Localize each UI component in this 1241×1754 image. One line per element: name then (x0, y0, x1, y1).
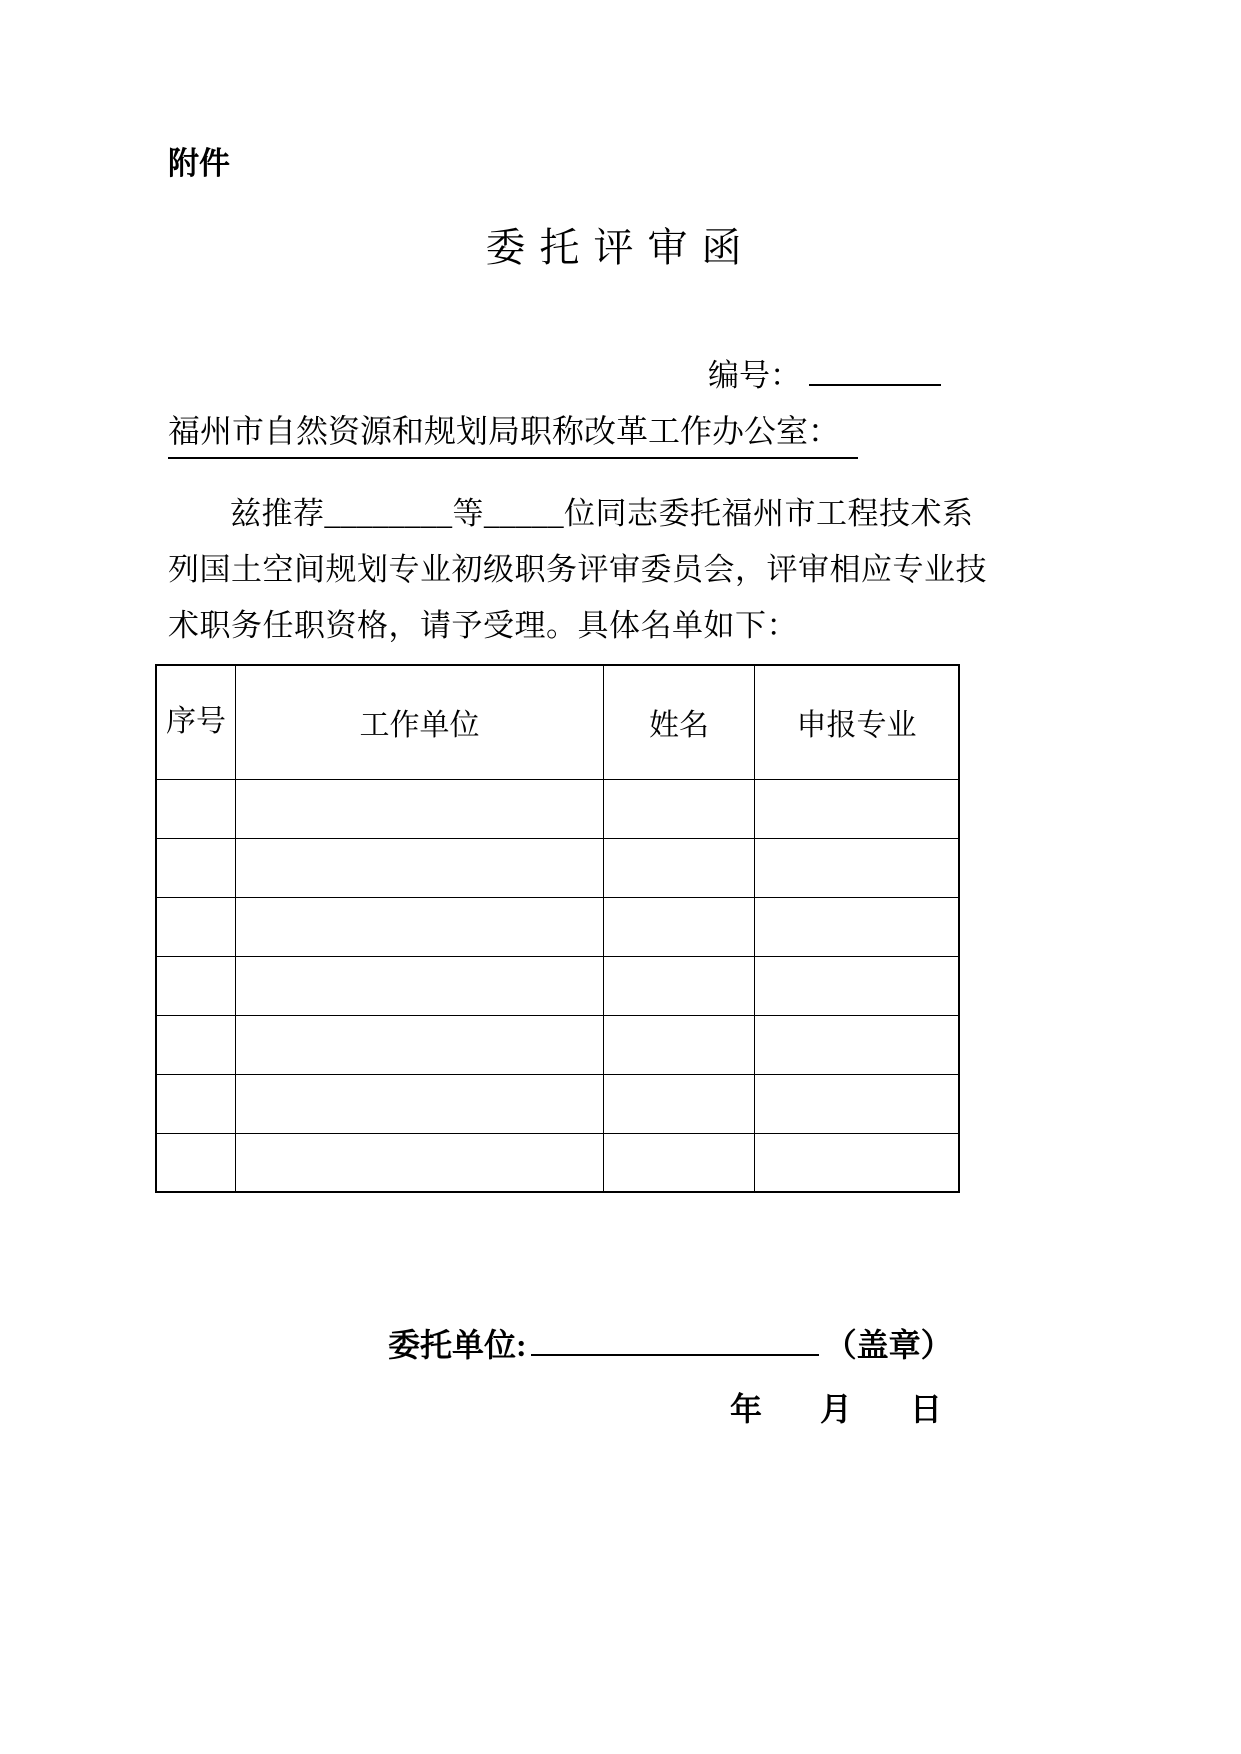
table-cell (156, 897, 236, 956)
header-name: 姓名 (604, 665, 755, 779)
table-cell (755, 1133, 960, 1192)
attachment-label: 附件 (168, 146, 230, 181)
entrust-line (388, 1320, 953, 1366)
recipient-line (168, 406, 858, 459)
date-line (730, 1384, 942, 1430)
table-cell (604, 779, 755, 838)
table-cell (755, 1015, 960, 1074)
table-cell (156, 956, 236, 1015)
entrust-unit-blank-field (531, 1322, 819, 1356)
table-row (156, 1015, 959, 1074)
table-cell (755, 897, 960, 956)
number-line (708, 350, 941, 395)
recipient-text: 福州市自然资源和规划局职称改革工作办公室： (168, 406, 858, 459)
table-cell (156, 779, 236, 838)
table-row (156, 838, 959, 897)
month-label: 月 (820, 1391, 853, 1427)
table-cell (604, 838, 755, 897)
body-line-2: 列国土空间规划专业初级职务评审委员会，评审相应专业技 (168, 552, 987, 587)
table-cell (156, 1133, 236, 1192)
table-cell (755, 779, 960, 838)
table-cell (236, 779, 604, 838)
number-blank-field (809, 353, 941, 386)
table-cell (236, 956, 604, 1015)
table-cell (236, 838, 604, 897)
table-header-row (156, 665, 959, 779)
body-paragraph (168, 486, 987, 654)
body-line-1: 兹推荐________等_____位同志委托福州市工程技术系 (230, 496, 974, 531)
header-declared-major: 申报专业 (755, 665, 960, 779)
table-row (156, 956, 959, 1015)
table-cell (755, 1074, 960, 1133)
roster-table (155, 664, 960, 1193)
roster-table-body (156, 779, 959, 1192)
body-line-3: 术职务任职资格，请予受理。具体名单如下： (168, 608, 798, 643)
entrust-unit-label: 委托单位: (388, 1327, 527, 1363)
table-cell (236, 1074, 604, 1133)
table-cell (236, 897, 604, 956)
header-work-unit: 工作单位 (236, 665, 604, 779)
table-cell (156, 1074, 236, 1133)
year-label: 年 (730, 1391, 763, 1427)
table-row (156, 1133, 959, 1192)
header-seq-number: 序号 (156, 665, 236, 779)
document-title: 委托评审函 (485, 225, 756, 270)
table-row (156, 779, 959, 838)
table-cell (156, 1015, 236, 1074)
table-cell (604, 1015, 755, 1074)
table-cell (604, 1133, 755, 1192)
table-row (156, 1074, 959, 1133)
table-cell (604, 956, 755, 1015)
table-cell (236, 1133, 604, 1192)
table-cell (236, 1015, 604, 1074)
table-cell (604, 1074, 755, 1133)
table-cell (755, 838, 960, 897)
table-cell (755, 956, 960, 1015)
table-row (156, 897, 959, 956)
number-label: 编号： (708, 358, 801, 393)
table-cell (604, 897, 755, 956)
seal-label: （盖章） (824, 1327, 953, 1363)
table-cell (156, 838, 236, 897)
day-label: 日 (910, 1391, 943, 1427)
